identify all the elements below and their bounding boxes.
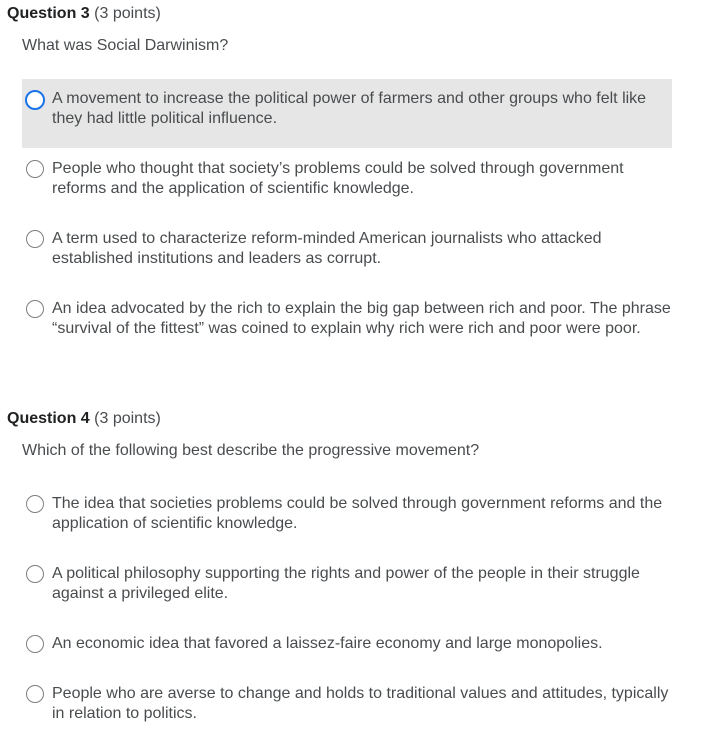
answer-label: A movement to increase the political power of farmers and other groups who felt like they had little political influence. [52, 90, 647, 127]
radio-button-icon[interactable] [26, 565, 44, 583]
answer-option-q3-c[interactable] [22, 220, 672, 280]
answer-option-q4-b[interactable] [22, 555, 672, 615]
answer-label: The idea that societies problems could be solved through government reforms and the application of scientific knowledge. [52, 495, 663, 532]
question-points: (3 points) [94, 5, 161, 22]
radio-button-icon[interactable] [26, 495, 44, 513]
question-title: Question 3 [7, 5, 90, 22]
question-header [7, 5, 161, 23]
answer-option-q3-d[interactable] [22, 290, 672, 370]
answer-option-q4-c[interactable] [22, 625, 672, 665]
answer-label: People who are averse to change and holds to traditional values and attitudes, typically in relation to politics. [52, 685, 669, 722]
question-prompt: What was Social Darwinism? [22, 37, 229, 54]
answer-label: A political philosophy supporting the rights and power of the people in their struggle against a privileged elite. [52, 565, 640, 602]
question-points: (3 points) [94, 410, 161, 427]
answer-label: An idea advocated by the rich to explain the big gap between rich and poor. The phrase “survival of the fittest” was coined to explain why rich were rich and poor were poor. [52, 300, 671, 337]
radio-button-icon[interactable] [26, 300, 44, 318]
question-header [7, 410, 161, 428]
radio-button-icon[interactable] [26, 230, 44, 248]
answer-label: An economic idea that favored a laissez-faire economy and large monopolies. [52, 635, 603, 652]
answer-label: People who thought that society’s problems could be solved through government reforms and the application of scientific knowledge. [52, 160, 624, 197]
answer-option-q3-a[interactable] [22, 79, 672, 148]
question-prompt: Which of the following best describe the progressive movement? [22, 442, 480, 459]
radio-button-icon[interactable] [26, 635, 44, 653]
question-title: Question 4 [7, 410, 90, 427]
answer-option-q3-b[interactable] [22, 150, 672, 210]
radio-button-icon[interactable] [26, 685, 44, 703]
answer-label: A term used to characterize reform-minded American journalists who attacked established institutions and leaders as corrupt. [52, 230, 602, 267]
radio-button-icon[interactable] [25, 90, 45, 110]
answer-option-q4-d[interactable] [22, 675, 672, 735]
radio-button-icon[interactable] [26, 160, 44, 178]
answer-option-q4-a[interactable] [22, 485, 672, 545]
